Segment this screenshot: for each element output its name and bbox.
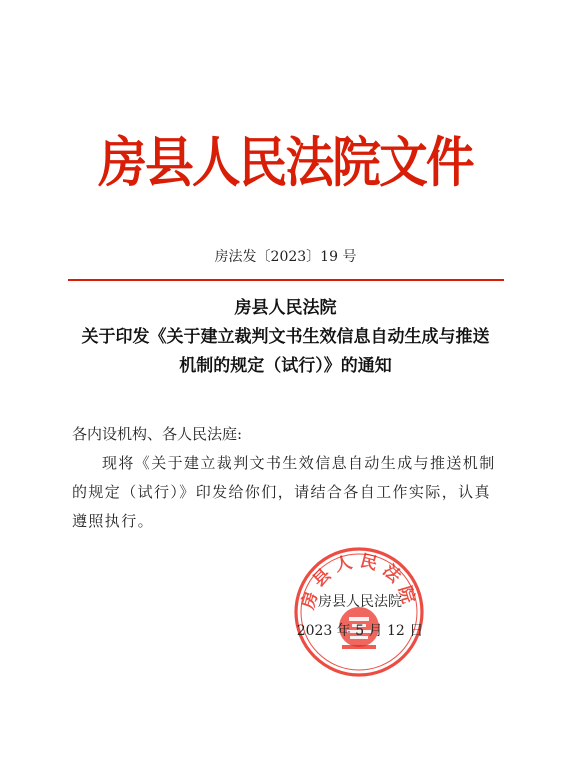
notice-title	[40, 294, 531, 381]
signature-block	[290, 588, 430, 646]
document-masthead: 房县人民法院文件	[98, 131, 473, 194]
signature-date: 2023 年 5 月 12 日	[296, 623, 424, 639]
header-red-divider	[68, 279, 504, 281]
signature-organization: 房县人民法院	[318, 594, 402, 610]
seal-text: 房县人民法院	[298, 551, 420, 612]
title-line-issuer: 房县人民法院	[234, 298, 337, 318]
title-line-subject: 关于印发《关于建立裁判文书生效信息自动生成与推送	[81, 327, 490, 347]
title-line-subject-cont: 机制的规定（试行）》的通知	[179, 356, 392, 376]
document-number: 房法发〔2023〕19 号	[214, 249, 357, 265]
salutation: 各内设机构、各人民法庭:	[72, 425, 243, 443]
body-paragraph: 现将《关于建立裁判文书生效信息自动生成与推送机制的规定（试行）》印发给你们，请结合各自工作实际，认真遵照执行。	[72, 454, 496, 530]
notice-body	[72, 420, 504, 536]
